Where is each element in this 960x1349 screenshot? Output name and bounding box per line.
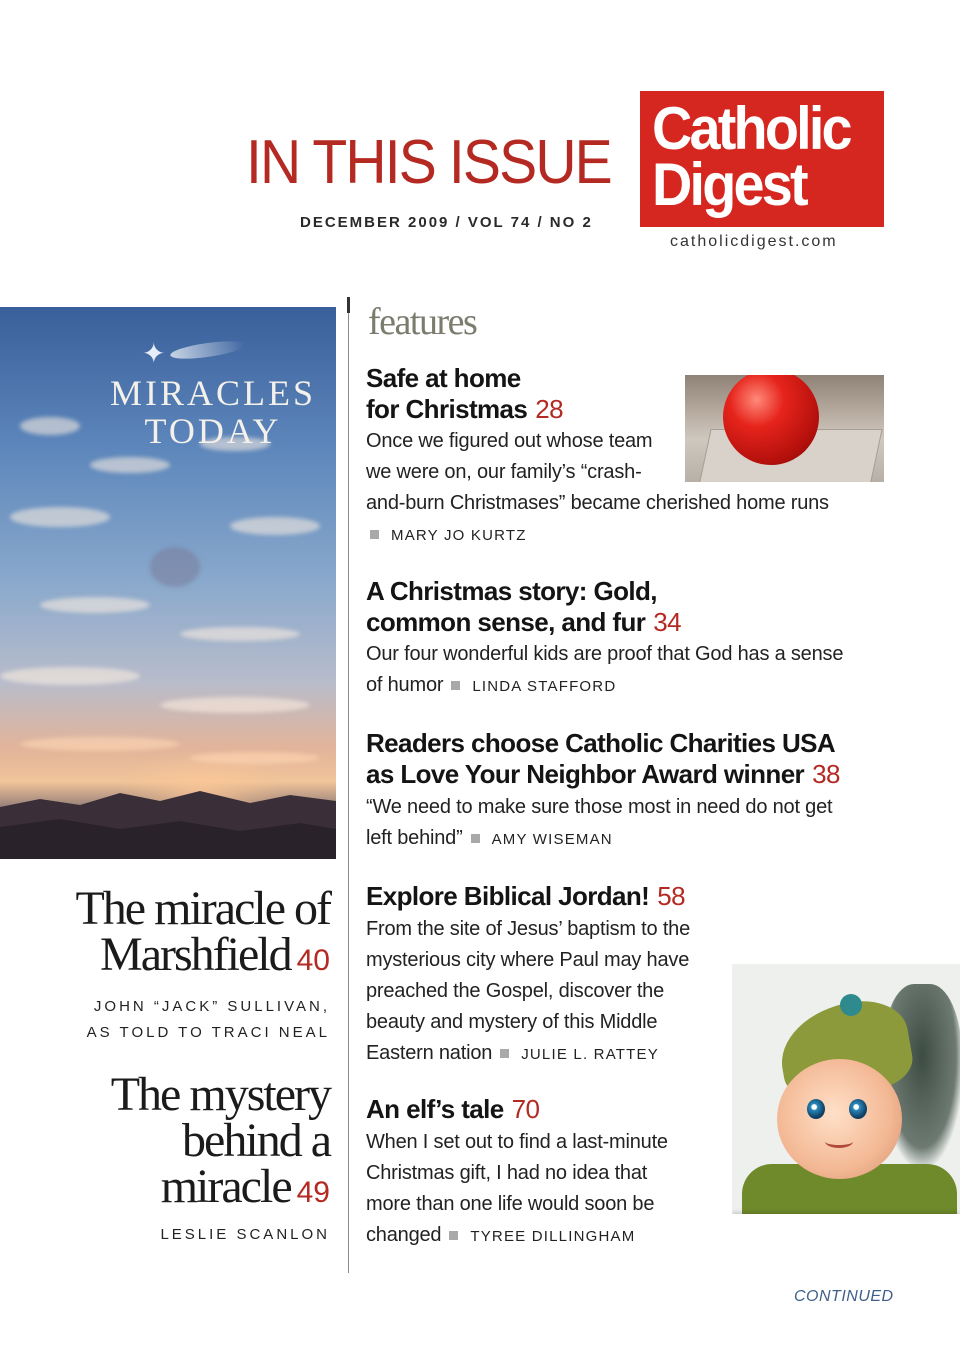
author-name: AMY WISEMAN bbox=[491, 831, 613, 848]
feature-title-line: Readers choose Catholic Charities USA bbox=[366, 728, 836, 758]
mountain-silhouette bbox=[0, 779, 336, 859]
page-number: 58 bbox=[657, 881, 685, 911]
cloud bbox=[180, 627, 300, 641]
description-line: Once we figured out whose team bbox=[366, 430, 653, 452]
logo-line-2: Digest bbox=[652, 151, 806, 218]
description-line: preached the Gospel, discover the bbox=[366, 980, 665, 1002]
page-number: 34 bbox=[653, 607, 681, 637]
white-card bbox=[732, 1214, 960, 1274]
column-divider-cap bbox=[347, 297, 350, 313]
feature-title-line: Safe at home bbox=[366, 363, 521, 393]
elf-eye bbox=[807, 1099, 825, 1119]
left-article-title[interactable] bbox=[110, 1068, 330, 1216]
description-line: Christmas gift, I had no idea that bbox=[366, 1162, 648, 1184]
description-line: “We need to make sure those most in need do not get bbox=[366, 796, 833, 818]
cover-caption bbox=[108, 375, 318, 451]
author-name: TYREE DILLINGHAM bbox=[470, 1228, 636, 1245]
issue-info: DECEMBER 2009 / VOL 74 / NO 2 bbox=[300, 214, 593, 231]
continued-link[interactable]: CONTINUED bbox=[794, 1288, 894, 1305]
cloud bbox=[40, 597, 150, 613]
left-article-title-line: Marshfield 40 bbox=[100, 928, 330, 981]
elf-mouth bbox=[825, 1135, 853, 1148]
feature-description bbox=[366, 639, 843, 702]
page-number: 40 bbox=[296, 944, 330, 977]
feature-title[interactable] bbox=[366, 363, 563, 425]
cover-caption-line-2: TODAY bbox=[144, 410, 282, 451]
star-icon: ✦ bbox=[142, 338, 166, 369]
author-name: LINDA STAFFORD bbox=[472, 678, 617, 695]
left-article-title[interactable] bbox=[75, 882, 330, 984]
feature-description bbox=[366, 792, 832, 855]
description-line: beauty and mystery of this Middle bbox=[366, 1011, 658, 1033]
bullet-icon bbox=[370, 530, 379, 539]
author-name: JULIE L. RATTEY bbox=[521, 1046, 659, 1063]
elf-image[interactable] bbox=[732, 964, 960, 1274]
description-line: From the site of Jesus’ baptism to the bbox=[366, 918, 691, 940]
cloud bbox=[150, 547, 200, 587]
bullet-icon bbox=[471, 834, 480, 843]
elf-face bbox=[777, 1059, 902, 1179]
left-article-title-line: behind a bbox=[182, 1114, 330, 1167]
feature-title[interactable] bbox=[366, 881, 685, 912]
feature-title-line: Explore Biblical Jordan! 58 bbox=[366, 881, 685, 911]
left-article-author bbox=[87, 994, 330, 1046]
miracles-today-image[interactable] bbox=[0, 307, 336, 859]
author-line: JOHN “JACK” SULLIVAN, bbox=[93, 998, 330, 1015]
feature-title[interactable] bbox=[366, 728, 840, 790]
ornament-image[interactable] bbox=[685, 375, 884, 482]
cover-caption-line-1: MIRACLES bbox=[109, 373, 317, 413]
description-line: more than one life would soon be bbox=[366, 1193, 655, 1215]
description-line: Our four wonderful kids are proof that God has a sense bbox=[366, 643, 844, 665]
elf-eye bbox=[849, 1099, 867, 1119]
description-line: we were on, our family’s “crash- bbox=[366, 461, 642, 483]
cloud bbox=[190, 752, 320, 764]
feature-title-line: common sense, and fur 34 bbox=[366, 607, 681, 637]
page-number: 70 bbox=[511, 1094, 540, 1124]
description-line: and-burn Christmases” became cherished home runs bbox=[366, 492, 829, 514]
bullet-icon bbox=[449, 1231, 458, 1240]
description-line: changed TYREE DILLINGHAM bbox=[366, 1224, 636, 1246]
left-article-title-line: miracle 49 bbox=[160, 1160, 330, 1213]
description-line: When I set out to find a last-minute bbox=[366, 1131, 668, 1153]
page-number: 38 bbox=[812, 759, 840, 789]
description-line: left behind” AMY WISEMAN bbox=[366, 827, 613, 849]
cloud bbox=[160, 697, 310, 713]
author-name: MARY JO KURTZ bbox=[391, 527, 527, 544]
website-link[interactable]: catholicdigest.com bbox=[670, 233, 838, 250]
author-line: LESLIE SCANLON bbox=[160, 1226, 330, 1243]
left-article-title-line: The mystery bbox=[110, 1068, 330, 1121]
feature-title-line: for Christmas 28 bbox=[366, 394, 563, 424]
comet-tail bbox=[169, 338, 245, 362]
cloud bbox=[10, 507, 110, 527]
left-article-author bbox=[160, 1222, 330, 1248]
cloud bbox=[0, 667, 140, 685]
feature-description bbox=[366, 914, 690, 1070]
feature-title[interactable] bbox=[366, 1094, 539, 1125]
cloud bbox=[90, 457, 170, 473]
column-divider bbox=[348, 297, 349, 1273]
feature-title[interactable] bbox=[366, 576, 681, 638]
page-number: 28 bbox=[535, 394, 563, 424]
cloud bbox=[230, 517, 320, 535]
cloud bbox=[20, 737, 180, 751]
feature-title-line: A Christmas story: Gold, bbox=[366, 576, 657, 606]
feature-title-line: An elf’s tale 70 bbox=[366, 1094, 540, 1124]
bullet-icon bbox=[500, 1049, 509, 1058]
cloud bbox=[20, 417, 80, 435]
description-line: of humor LINDA STAFFORD bbox=[366, 674, 617, 696]
description-line bbox=[366, 519, 829, 551]
feature-description bbox=[366, 1127, 668, 1252]
description-line: mysterious city where Paul may have bbox=[366, 949, 690, 971]
feature-title-line: as Love Your Neighbor Award winner 38 bbox=[366, 759, 840, 789]
logo-line-1: Catholic bbox=[652, 95, 850, 162]
description-line: Eastern nation JULIE L. RATTEY bbox=[366, 1042, 659, 1064]
author-line: AS TOLD TO TRACI NEAL bbox=[86, 1024, 330, 1041]
elf-hat-pompom bbox=[840, 994, 862, 1016]
bullet-icon bbox=[451, 681, 460, 690]
catholic-digest-logo[interactable] bbox=[640, 91, 884, 227]
features-heading: features bbox=[368, 301, 477, 343]
page-number: 49 bbox=[296, 1176, 330, 1209]
left-article-title-line: The miracle of bbox=[75, 882, 330, 935]
page-title: IN THIS ISSUE bbox=[246, 128, 611, 197]
